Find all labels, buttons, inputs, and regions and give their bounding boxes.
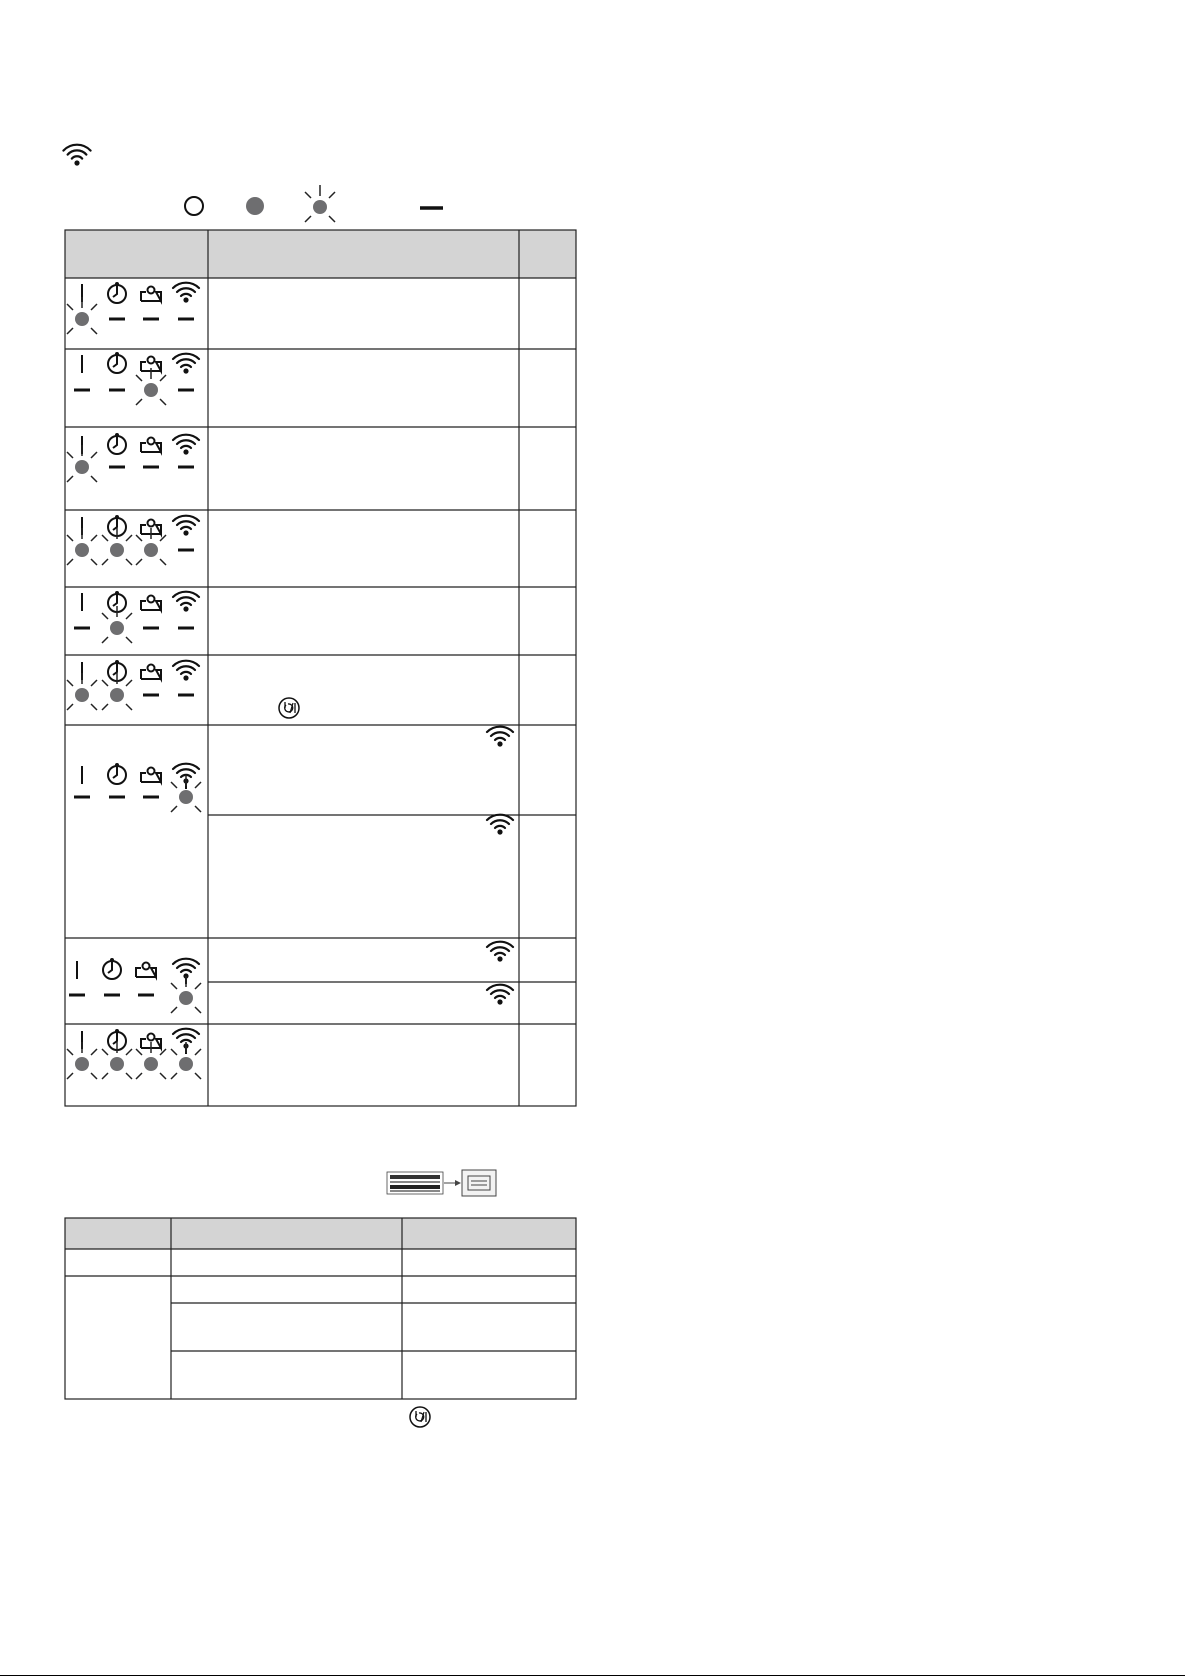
wifi-icon bbox=[60, 148, 90, 170]
operation-table bbox=[65, 1218, 576, 1399]
table-row bbox=[67, 660, 299, 718]
table-row bbox=[74, 352, 199, 405]
table-header bbox=[65, 1218, 576, 1249]
table-row bbox=[67, 433, 199, 482]
led-legend bbox=[180, 188, 450, 232]
table-row bbox=[69, 942, 513, 1013]
page-bottom-rule bbox=[0, 1675, 1185, 1676]
led-blinking-icon bbox=[305, 185, 335, 222]
power-button-icon bbox=[408, 1405, 432, 1429]
table-row bbox=[67, 515, 199, 565]
manual-auto-label-sticker bbox=[387, 1170, 497, 1196]
indicator-table bbox=[65, 230, 576, 1106]
table-row bbox=[67, 282, 199, 334]
table-header bbox=[65, 230, 576, 278]
table-row bbox=[67, 1029, 201, 1079]
led-on-icon bbox=[246, 197, 264, 215]
table-row bbox=[74, 727, 513, 835]
led-off-icon bbox=[185, 197, 203, 215]
table-row bbox=[74, 591, 199, 643]
